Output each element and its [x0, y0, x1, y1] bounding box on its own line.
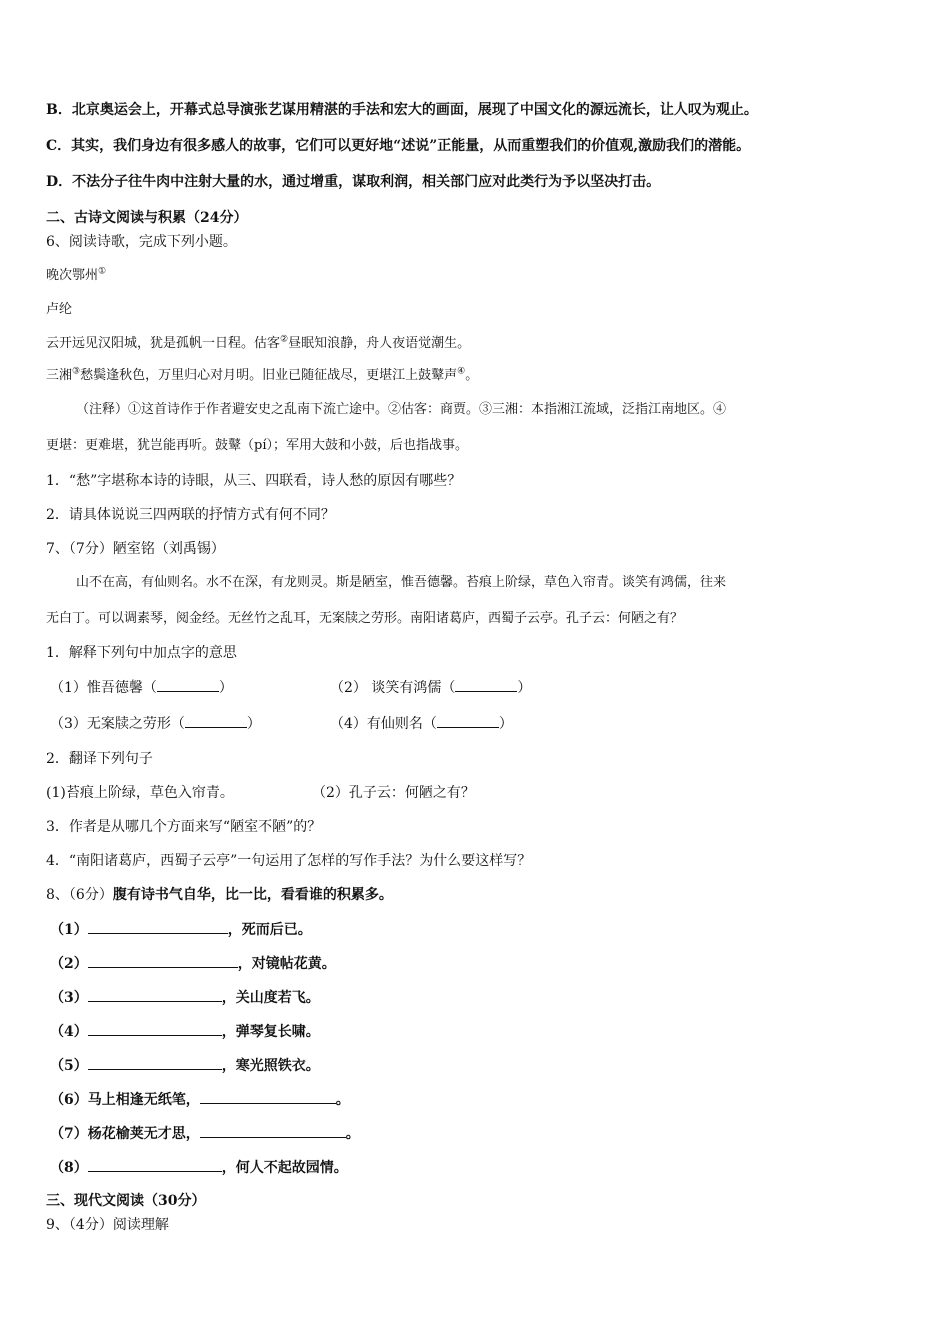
poem-note-line-1: （注释）①这首诗作于作者避安史之乱南下流亡途中。②估客：商贾。③三湘：本指湘江流域，泛指江南地区。④ [76, 402, 727, 417]
answer-blank[interactable] [200, 1089, 336, 1104]
q8-item-3: （3） ，关山度若飞。 [50, 987, 320, 1008]
answer-blank[interactable] [88, 1157, 222, 1172]
choice-c: C．其实，我们身边有很多感人的故事，它们可以更好地“述说”正能量，从而重塑我们的价值观,激励我们的潜能。 [46, 138, 751, 154]
q7-translate-1: (1)苔痕上阶绿，草色入帘青。 [46, 785, 234, 801]
choice-d: D．不法分子往牛肉中注射大量的水，通过增重，谋取利润，相关部门应对此类行为予以坚决打击。 [46, 174, 661, 190]
q8-item-6: （6）马上相逢无纸笔， 。 [50, 1089, 350, 1110]
q7-text-line-2: 无白丁。可以调素琴，阅金经。无丝竹之乱耳，无案牍之劳形。南阳诸葛庐，西蜀子云亭。孔子云：何陋之有？ [46, 611, 684, 626]
answer-blank[interactable] [185, 713, 247, 728]
answer-blank[interactable] [437, 713, 499, 728]
q7-item-4: （4）有仙则名（ ） [330, 713, 513, 734]
q7-item-2: （2） 谈笑有鸿儒（ ） [330, 677, 531, 698]
q8-item-7: （7）杨花榆荚无才思， 。 [50, 1123, 360, 1144]
q7-item-3: （3）无案牍之劳形（ ） [50, 713, 261, 734]
q7-sub2: 2．翻译下列句子 [46, 751, 153, 767]
section2-heading: 二、古诗文阅读与积累（24分） [46, 210, 248, 226]
q9-intro: 9、（4分）阅读理解 [46, 1217, 169, 1233]
q7-sub4: 4．“南阳诸葛庐，西蜀子云亭”一句运用了怎样的写作手法？为什么要这样写？ [46, 853, 532, 869]
q7-sub3: 3．作者是从哪几个方面来写“陋室不陋”的？ [46, 819, 322, 835]
answer-blank[interactable] [88, 987, 222, 1002]
q6-intro: 6、阅读诗歌，完成下列小题。 [46, 234, 237, 250]
q6-sub2: 2．请具体说说三四两联的抒情方式有何不同？ [46, 507, 335, 523]
q7-text-line-1: 山不在高，有仙则名。水不在深，有龙则灵。斯是陋室，惟吾德馨。苔痕上阶绿，草色入帘青。谈笑有鸿儒，往来 [76, 575, 727, 590]
q7-translate-2: （2）孔子云：何陋之有？ [312, 785, 475, 801]
answer-blank[interactable] [88, 1055, 222, 1070]
q8-item-2: （2） ，对镜帖花黄。 [50, 953, 336, 974]
q8-item-1: （1） ，死而后已。 [50, 919, 312, 940]
q8-item-8: （8） ，何人不起故园情。 [50, 1157, 348, 1178]
q8-item-5: （5） ，寒光照铁衣。 [50, 1055, 320, 1076]
poem-title: 晚次鄂州① [46, 266, 107, 283]
answer-blank[interactable] [88, 919, 228, 934]
poem-line-1: 云开远见汉阳城，犹是孤帆一日程。估客②昼眠知浪静，舟人夜语觉潮生。 [46, 334, 471, 351]
q6-sub1: 1．“愁”字堪称本诗的诗眼，从三、四联看，诗人愁的原因有哪些？ [46, 473, 462, 489]
q7-sub1: 1．解释下列句中加点字的意思 [46, 645, 237, 661]
answer-blank[interactable] [455, 677, 517, 692]
answer-blank[interactable] [88, 1021, 222, 1036]
q8-item-4: （4） ，弹琴复长啸。 [50, 1021, 320, 1042]
answer-blank[interactable] [157, 677, 219, 692]
poem-note-line-2: 更堪：更难堪，犹岂能再听。鼓鼙（pí）；军用大鼓和小鼓，后也指战事。 [46, 438, 468, 453]
poem-author: 卢纶 [46, 302, 73, 317]
q7-item-1: （1）惟吾德馨（ ） [50, 677, 233, 698]
answer-blank[interactable] [200, 1123, 346, 1138]
q7-intro: 7、（7分）陋室铭（刘禹锡） [46, 541, 225, 557]
choice-b: B．北京奥运会上，开幕式总导演张艺谋用精湛的手法和宏大的画面，展现了中国文化的源远流长，让人叹为观止。 [46, 102, 758, 118]
q8-intro: 8、（6分）腹有诗书气自华，比一比，看看谁的积累多。 [46, 887, 393, 903]
answer-blank[interactable] [88, 953, 238, 968]
section3-heading: 三、现代文阅读（30分） [46, 1193, 206, 1209]
poem-line-2: 三湘③愁鬓逢秋色，万里归心对月明。旧业已随征战尽，更堪江上鼓鼙声④。 [46, 366, 479, 383]
